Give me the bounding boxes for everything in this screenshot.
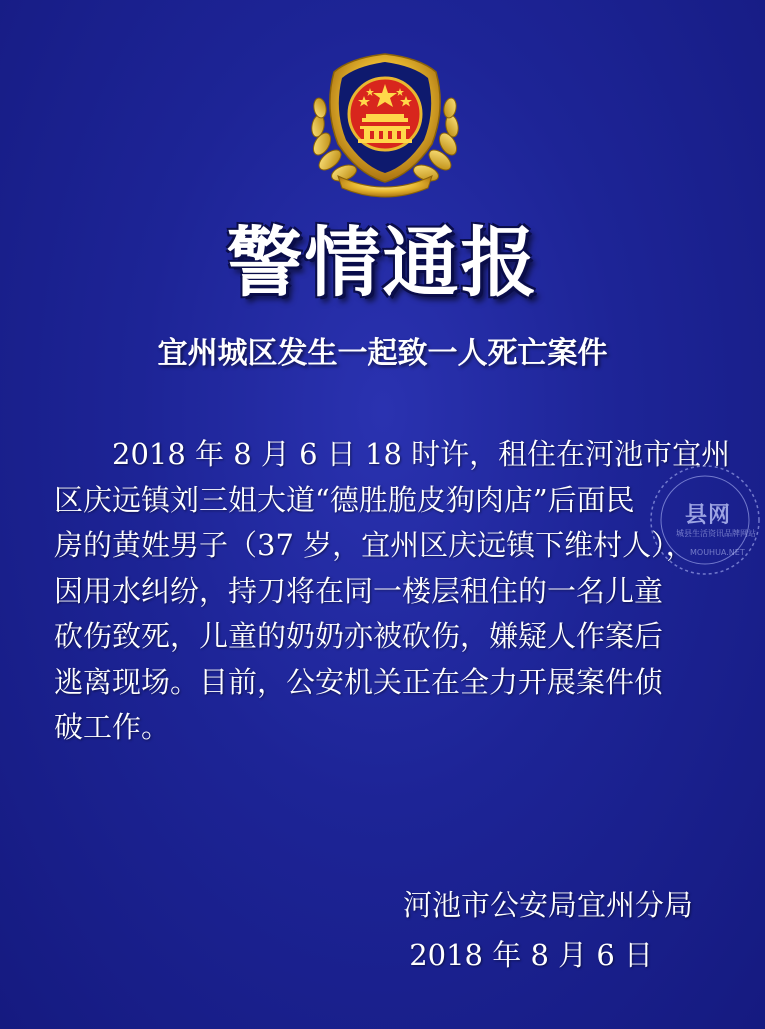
notice-body-line: 逃离现场。目前，公安机关正在全力开展案件侦 — [54, 664, 664, 699]
notice-subtitle: 宜州城区发生一起致一人死亡案件 — [157, 336, 608, 371]
signature-date: 2018 年 8 月 6 日 — [409, 938, 653, 972]
watermark-subtext: 城县生活资讯品牌网站 — [676, 529, 756, 538]
notice-body-line: 破工作。 — [54, 710, 171, 744]
notice-body-line: 砍伤致死，儿童的奶奶亦被砍伤，嫌疑人作案后 — [54, 619, 664, 653]
signature-org: 河池市公安局宜州分局 — [402, 888, 693, 922]
watermark-text: 县网 — [685, 503, 732, 528]
notice-headline: 警情通报 — [226, 218, 539, 307]
notice-body-line: 房的黄姓男子（37 岁，宜州区庆远镇下维村人）， — [54, 528, 695, 562]
watermark-url: MOUHUA.NET — [690, 548, 745, 557]
notice-body-line: 2018 年 8 月 6 日 18 时许，租住在河池市宜州 — [112, 437, 731, 471]
notice-body-line: 因用水纠纷，持刀将在同一楼层租住的一名儿童 — [54, 573, 664, 608]
notice-body-line: 区庆远镇刘三姐大道“德胜脆皮狗肉店”后面民 — [54, 482, 635, 517]
notice-signature — [403, 880, 693, 980]
police-emblem-icon — [300, 48, 470, 198]
